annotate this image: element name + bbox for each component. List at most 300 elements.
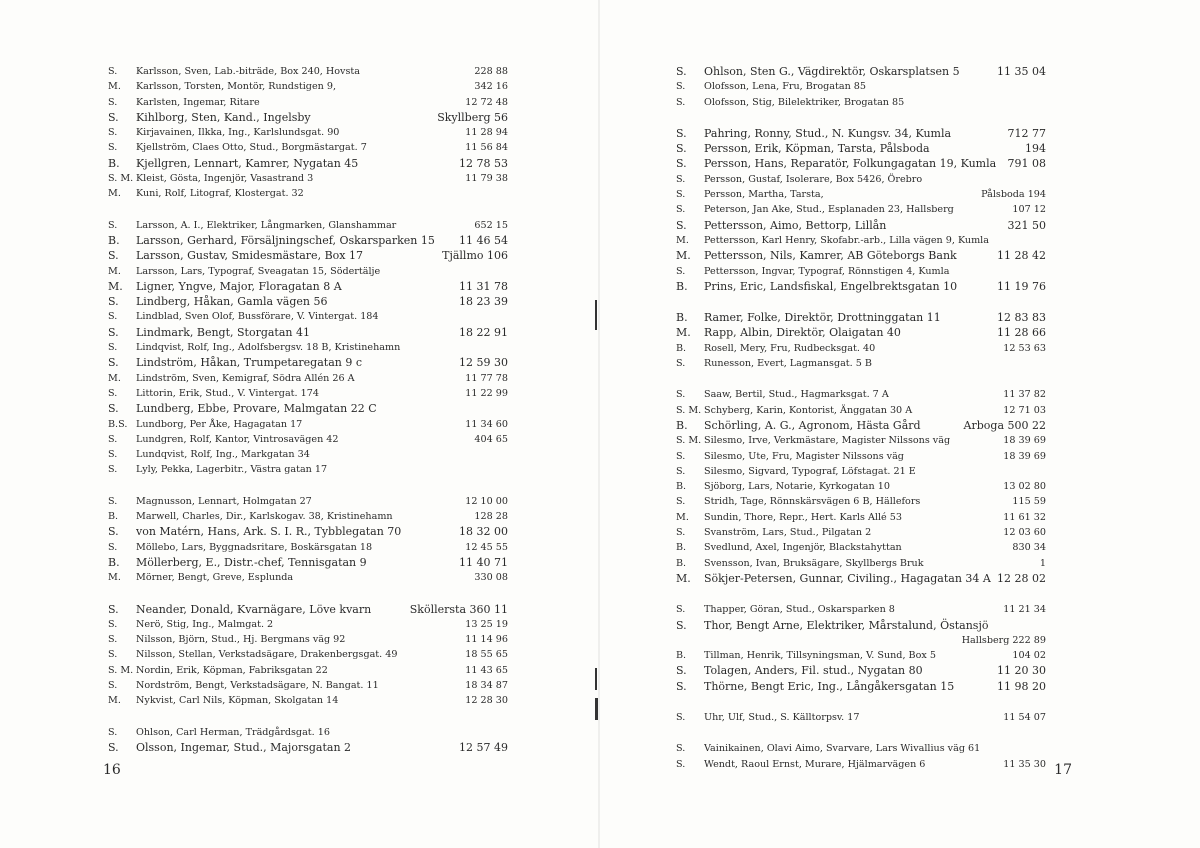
directory-entry [676,341,1046,356]
entry-code: B. [676,542,687,554]
entry-code: S. [676,189,686,201]
entry-phone: 11 22 99 [465,387,508,399]
directory-entry [108,509,508,524]
entry-text: Nordström, Bengt, Verkstadsägare, N. Bangat. 11 [136,679,379,691]
entry-phone: 11 56 84 [465,142,508,154]
directory-entry [676,218,1046,233]
entry-phone: Pålsboda 194 [981,189,1046,201]
directory-entry [676,202,1046,217]
directory-entry [676,79,1046,94]
entry-phone: 18 55 65 [465,649,508,661]
entry-code: M. [676,249,691,263]
entry-phone: 12 53 63 [1003,342,1046,354]
entry-code: S. [676,450,686,462]
entry-code: S. [108,142,118,154]
entry-code: M. [108,695,121,707]
directory-entry [676,556,1046,571]
entry-group [676,710,1046,725]
entry-text: Pettersson, Ingvar, Typograf, Rönnstigen 4, Kumla [704,265,950,277]
entry-text: Lindström, Sven, Kemigraf, Södra Allén 26 A [136,372,355,384]
entry-code: S. [108,311,118,323]
entry-phone: 12 83 83 [997,311,1046,325]
entry-text: Persson, Gustaf, Isolerare, Box 5426, Örebro [704,173,923,185]
entry-code: S. [108,740,119,754]
entry-phone: Arboga 500 22 [963,418,1046,432]
entry-code: S. [676,527,686,539]
entry-code: S. [108,402,119,416]
entry-text: Persson, Hans, Reparatör, Folkungagatan 19, Kumla [704,157,997,171]
entry-text: Sundin, Thore, Repr., Hert. Karls Allé 53 [704,511,902,523]
directory-entry [108,540,508,555]
entry-text: Vainikainen, Olavi Aimo, Svarvare, Lars Wivallius väg 61 [704,743,981,755]
directory-entry [676,602,1046,617]
entry-phone: 404 65 [474,433,508,445]
entry-phone: 12 28 02 [997,571,1046,585]
entry-phone: 12 71 03 [1003,404,1046,416]
entry-text: Thörne, Bengt Eric, Ing., Långåkersgatan 15 [704,679,955,693]
entry-phone: 342 16 [474,81,508,93]
entry-code: S. [676,142,687,156]
entry-group [108,494,508,586]
entry-code: B. [676,650,687,662]
page-number: 17 [1054,762,1072,778]
entry-code: B. [108,555,120,569]
directory-entry [108,171,508,186]
entry-phone: 712 77 [1007,126,1046,140]
directory-entry [108,95,508,110]
directory-entry [108,570,508,585]
entry-phone: 11 35 30 [1003,758,1046,770]
entry-text: Pahring, Ronny, Stud., N. Kungsv. 34, Kumla [704,126,952,140]
entry-code: M. [108,279,123,293]
directory-entry [108,110,508,125]
entry-code: S. [676,218,687,232]
directory-entry [676,663,1046,678]
entry-text: Ramer, Folke, Direktör, Drottninggatan 11 [704,311,941,325]
entry-code: M. [108,81,121,93]
entry-phone: 107 12 [1012,204,1046,216]
entry-text: Schörling, A. G., Agronom, Hästa Gård [704,418,921,432]
entry-code: S. [108,356,119,370]
entry-code: B. [676,279,688,293]
entry-phone: Sköllersta 360 11 [409,602,508,616]
directory-entry [676,464,1046,479]
entry-text: Lindqvist, Rolf, Ing., Adolfsbergsv. 18 B, Kristinehamn [136,342,401,354]
entry-code: S. [676,81,686,93]
entry-code: S. [676,758,686,770]
entry-text: Magnusson, Lennart, Holmgatan 27 [136,495,312,507]
entry-text: Lundqvist, Rolf, Ing., Markgatan 34 [136,449,310,461]
entry-text: Olofsson, Stig, Bilelektriker, Brogatan 85 [704,96,905,108]
entry-phone: 115 59 [1012,496,1046,508]
entry-text: Svedlund, Axel, Ingenjör, Blackstahyttan [704,542,902,554]
entry-text: Svensson, Ivan, Bruksägare, Skyllbergs Bruk [704,557,924,569]
directory-entry [676,233,1046,248]
entry-code: S. [108,66,118,77]
entry-text: Larsson, Gustav, Smidesmästare, Box 17 [136,249,363,263]
directory-entry [108,371,508,386]
entry-text: Mörner, Bengt, Greve, Esplunda [136,572,294,584]
entry-code: S. [676,65,687,78]
entry-phone: 11 19 76 [997,279,1046,293]
entry-code: B. [676,557,687,569]
entry-group [676,741,1046,772]
entry-text: Nerö, Stig, Ing., Malmgat. 2 [136,618,274,630]
entry-text: Uhr, Ulf, Stud., S. Källtorpsv. 17 [704,711,860,723]
entry-code: S. [676,711,686,723]
entry-phone: 11 14 96 [465,634,508,646]
directory-entry [108,294,508,309]
directory-entry [108,740,508,755]
directory-entry [108,462,508,477]
entry-code: S. [676,389,686,401]
directory-entry [676,449,1046,464]
entry-text: Runesson, Evert, Lagmansgat. 5 B [704,358,872,370]
entry-phone: 11 35 04 [997,65,1046,78]
entry-code: S. [108,433,118,445]
directory-entry [108,555,508,570]
directory-entry [676,741,1046,756]
entry-text: Larsson, Gerhard, Försäljningschef, Oskarsparken 15 [136,233,435,247]
directory-entry [108,355,508,370]
entry-text: Karlsten, Ingemar, Ritare [136,96,260,108]
directory-entry [108,663,508,678]
entry-text: Tillman, Henrik, Tillsyningsman, V. Sund, Box 5 [704,650,936,662]
entry-text: Nilsson, Björn, Stud., Hj. Bergmans väg 92 [136,634,346,646]
directory-entry [676,618,1046,633]
directory-entry [108,125,508,140]
entry-text: Silesmo, Ute, Fru, Magister Nilssons väg [704,450,904,462]
entry-text: Karlsson, Torsten, Montör, Rundstigen 9, [136,81,337,93]
directory-entry [108,325,508,340]
entry-phone: 11 54 07 [1003,711,1046,723]
directory-entry [676,757,1046,772]
entry-phone: 830 34 [1012,542,1046,554]
entry-code: S. [676,265,686,277]
entry-phone: 194 [1025,142,1046,156]
entry-text: Schyberg, Karin, Kontorist, Änggatan 30 A [704,404,913,416]
entry-text: Möllebo, Lars, Byggnadsritare, Boskärsgatan 18 [136,541,373,553]
entry-text: Rapp, Albin, Direktör, Olaigatan 40 [704,326,901,340]
entry-code: S. [108,325,119,339]
entry-text: Olofsson, Lena, Fru, Brogatan 85 [704,81,867,93]
entry-code: S. M. [108,173,134,185]
entry-phone: 12 03 60 [1003,527,1046,539]
directory-entry [676,356,1046,371]
directory-entry [676,403,1046,418]
entry-code: M. [108,188,121,200]
directory-entry [676,510,1046,525]
directory-listing [108,64,508,771]
entry-code: S. [676,664,687,678]
entry-phone: 13 25 19 [465,618,508,630]
entry-phone: 11 77 78 [465,372,508,384]
entry-text: Lindström, Håkan, Trumpetaregatan 9 c [136,356,362,370]
entry-code: M. [676,511,689,523]
entry-text: Saaw, Bertil, Stud., Hagmarksgat. 7 A [704,389,889,401]
entry-text: Lyly, Pekka, Lagerbitr., Västra gatan 17 [136,464,328,476]
directory-entry [108,494,508,509]
directory-entry [108,401,508,416]
entry-text: Lindmark, Bengt, Storgatan 41 [136,325,310,339]
directory-entry [676,571,1046,586]
entry-text: Lundgren, Rolf, Kantor, Vintrosavägen 42 [136,433,339,445]
entry-phone: 11 46 54 [459,233,508,247]
entry-phone: 12 45 55 [465,541,508,553]
directory-entry [108,248,508,263]
directory-entry [108,725,508,740]
entry-phone: 11 37 82 [1003,389,1046,401]
entry-code: S. [108,649,118,661]
entry-code: B. [108,156,120,170]
directory-entry [676,187,1046,202]
entry-text: Littorin, Erik, Stud., V. Vintergat. 174 [136,387,319,399]
directory-entry [676,279,1046,294]
directory-entry [108,647,508,662]
entry-phone: 791 08 [1007,157,1046,171]
entry-text: Marwell, Charles, Dir., Karlskogav. 38, Kristinehamn [136,511,393,523]
entry-text: Silesmo, Irve, Verkmästare, Magister Nilssons väg [704,435,951,447]
entry-text: Pettersson, Nils, Kamrer, AB Göteborgs Bank [704,249,957,263]
directory-entry [108,233,508,248]
directory-entry [676,95,1046,110]
entry-code: S. [108,387,118,399]
entry-code: S. M. [108,664,134,676]
directory-entry [108,309,508,324]
directory-entry [676,525,1046,540]
entry-code: S. [108,618,118,630]
directory-entry [676,433,1046,448]
directory-entry [108,524,508,539]
entry-code: S. [108,110,119,124]
entry-phone: 12 28 30 [465,695,508,707]
entry-code: B. [676,342,687,354]
entry-phone: 11 31 78 [459,279,508,293]
entry-phone: 12 59 30 [459,356,508,370]
entry-code: S. [108,295,119,309]
entry-text: Nordin, Erik, Köpman, Fabriksgatan 22 [136,664,328,676]
entry-text: Thor, Bengt Arne, Elektriker, Mårstalund, Östansjö [704,618,989,632]
entry-code: S. [676,96,686,108]
entry-text: Peterson, Jan Ake, Stud., Esplanaden 23, Hallsberg [704,204,954,216]
entry-phone: 11 79 38 [465,173,508,185]
entry-code: B. [108,233,120,247]
entry-text: Neander, Donald, Kvarnägare, Löve kvarn [136,602,372,616]
entry-group [108,64,508,202]
entry-text: Olsson, Ingemar, Stud., Majorsgatan 2 [136,740,352,754]
entry-code: S. [108,249,119,263]
entry-text: Ohlson, Carl Herman, Trädgårdsgat. 16 [136,726,330,738]
entry-phone: 11 43 65 [465,664,508,676]
entry-text: Kjellgren, Lennart, Kamrer, Nygatan 45 [136,156,359,170]
entry-group [676,126,1046,294]
entry-text: Kirjavainen, Ilkka, Ing., Karlslundsgat. 90 [136,127,340,139]
entry-phone: 11 28 94 [465,127,508,139]
entry-text: Kihlborg, Sten, Kand., Ingelsby [136,110,311,124]
directory-entry [676,418,1046,433]
entry-phone: 228 88 [474,66,508,77]
entry-text: Lundborg, Per Åke, Hagagatan 17 [136,418,303,430]
entry-code: S. [676,679,687,693]
entry-phone: 104 02 [1012,650,1046,662]
entry-code: M. [676,326,691,340]
entry-phone: 18 32 00 [459,525,508,539]
entry-code: M. [108,572,121,584]
entry-group [676,602,1046,694]
directory-entry [676,264,1046,279]
entry-code: S. M. [676,404,702,416]
directory-entry [108,264,508,279]
entry-code: S. [108,602,119,616]
directory-entry [108,432,508,447]
entry-text: Thapper, Göran, Stud., Oskarsparken 8 [704,604,895,616]
directory-entry [676,64,1046,79]
directory-entry [108,279,508,294]
entry-code: S. [676,157,687,171]
entry-code: M. [108,372,121,384]
entry-text: Prins, Eric, Landsfiskal, Engelbrektsgatan 10 [704,279,958,293]
entry-phone: 18 22 91 [459,325,508,339]
entry-phone: 11 34 60 [465,418,508,430]
entry-text: Sjöborg, Lars, Notarie, Kyrkogatan 10 [704,481,890,493]
directory-entry [108,617,508,632]
directory-entry [108,156,508,171]
entry-phone: 1 [1039,557,1046,569]
entry-text: Karlsson, Sven, Lab.-biträde, Box 240, Hovsta [136,66,360,77]
directory-entry [676,325,1046,340]
directory-entry [108,64,508,79]
directory-entry [676,679,1046,694]
entry-code: S. [108,219,118,231]
directory-entry [676,710,1046,725]
entry-continuation [676,633,1046,648]
entry-phone: 652 15 [474,219,508,231]
entry-phone: 11 28 66 [997,326,1046,340]
entry-code: B. [108,511,119,523]
entry-code: B. [676,311,688,325]
entry-text: Stridh, Tage, Rönnskärsvägen 6 B, Hällefors [704,496,921,508]
entry-code: S. [676,618,687,632]
directory-entry [676,648,1046,663]
directory-entry [108,386,508,401]
directory-entry [108,447,508,462]
entry-phone: 11 28 42 [997,249,1046,263]
entry-code: B. [676,481,687,493]
directory-entry [108,678,508,693]
entry-phone: 321 50 [1007,218,1046,232]
entry-code: S. [108,449,118,461]
entry-phone: 11 98 20 [997,679,1046,693]
entry-phone: 11 40 71 [459,555,508,569]
directory-entry [676,172,1046,187]
directory-entry [108,186,508,201]
entry-code: S. [676,743,686,755]
entry-code: S. [676,496,686,508]
directory-entry [108,693,508,708]
entry-text: Wendt, Raoul Ernst, Murare, Hjälmarvägen 6 [704,758,926,770]
entry-code: B. [676,418,688,432]
directory-entry [676,156,1046,171]
entry-code: S. [108,634,118,646]
directory-entry [108,417,508,432]
entry-phone: 18 34 87 [465,679,508,691]
entry-text: Svanström, Lars, Stud., Pilgatan 2 [704,527,872,539]
entry-text: Larsson, Lars, Typograf, Sveagatan 15, Södertälje [136,265,381,277]
entry-phone: 11 21 34 [1003,604,1046,616]
entry-code: M. [676,234,689,246]
entry-text: Hallsberg 222 89 [961,634,1046,646]
entry-group [676,64,1046,110]
entry-text: Persson, Erik, Köpman, Tarsta, Pålsboda [704,142,930,156]
entry-phone: 12 78 53 [459,156,508,170]
entry-text: Pettersson, Aimo, Bettorp, Lillån [704,218,887,232]
entry-code: S. [108,726,118,738]
entry-text: Larsson, A. I., Elektriker, Långmarken, Glanshammar [136,219,397,231]
entry-text: Nilsson, Stellan, Verkstadsägare, Drakenbergsgat. 49 [136,649,398,661]
entry-text: Ligner, Yngve, Major, Floragatan 8 A [136,279,342,293]
directory-entry [108,79,508,94]
entry-phone: 11 20 30 [997,664,1046,678]
entry-phone: 128 28 [474,511,508,523]
directory-entry [676,126,1046,141]
entry-group [676,387,1046,586]
entry-text: Persson, Martha, Tarsta, [704,189,824,201]
directory-entry [676,494,1046,509]
entry-phone: 13 02 80 [1003,481,1046,493]
entry-code: M. [108,265,121,277]
entry-code: S. M. [676,435,702,447]
entry-text: Kuni, Rolf, Litograf, Klostergat. 32 [136,188,304,200]
entry-code: S. [676,604,686,616]
entry-phone: 330 08 [474,572,508,584]
entry-text: Silesmo, Sigvard, Typograf, Löfstagat. 21 E [704,465,916,477]
entry-phone: 18 39 69 [1003,450,1046,462]
entry-code: S. [676,204,686,216]
entry-group [108,725,508,756]
directory-entry [108,632,508,647]
entry-phone: 12 72 48 [465,96,508,108]
directory-entry [108,140,508,155]
entry-phone: 11 61 32 [1003,511,1046,523]
entry-text: Nykvist, Carl Nils, Köpman, Skolgatan 14 [136,695,339,707]
entry-text: Lindberg, Håkan, Gamla vägen 56 [136,295,328,309]
entry-text: Pettersson, Karl Henry, Skofabr.-arb., Lilla vägen 9, Kumla [704,234,989,246]
entry-text: Rosell, Mery, Fru, Rudbecksgat. 40 [704,342,876,354]
entry-text: Ohlson, Sten G., Vägdirektör, Oskarsplatsen 5 [704,65,960,78]
directory-entry [676,540,1046,555]
entry-code: S. [108,525,119,539]
entry-text: von Matérn, Hans, Ark. S. I. R., Tybblegatan 70 [136,525,402,539]
entry-text: Sökjer-Petersen, Gunnar, Civiling., Hagagatan 34 A [704,571,991,585]
entry-code: S. [108,495,118,507]
entry-code: M. [676,571,691,585]
entry-phone: Skyllberg 56 [437,110,508,124]
entry-text: Lindblad, Sven Olof, Bussförare, V. Vintergat. 184 [136,311,379,323]
entry-code: S. [108,127,118,139]
entry-code: S. [676,358,686,370]
entry-code: S. [108,342,118,354]
entry-phone: 18 23 39 [459,295,508,309]
entry-text: Kleist, Gösta, Ingenjör, Vasastrand 3 [136,173,314,185]
entry-code: B.S. [108,418,128,430]
directory-entry [108,340,508,355]
entry-phone: 12 57 49 [459,740,508,754]
entry-group [108,218,508,478]
directory-entry [676,479,1046,494]
entry-code: S. [108,96,118,108]
entry-text: Möllerberg, E., Distr.-chef, Tennisgatan 9 [136,555,367,569]
entry-phone: Tjällmo 106 [442,249,508,263]
